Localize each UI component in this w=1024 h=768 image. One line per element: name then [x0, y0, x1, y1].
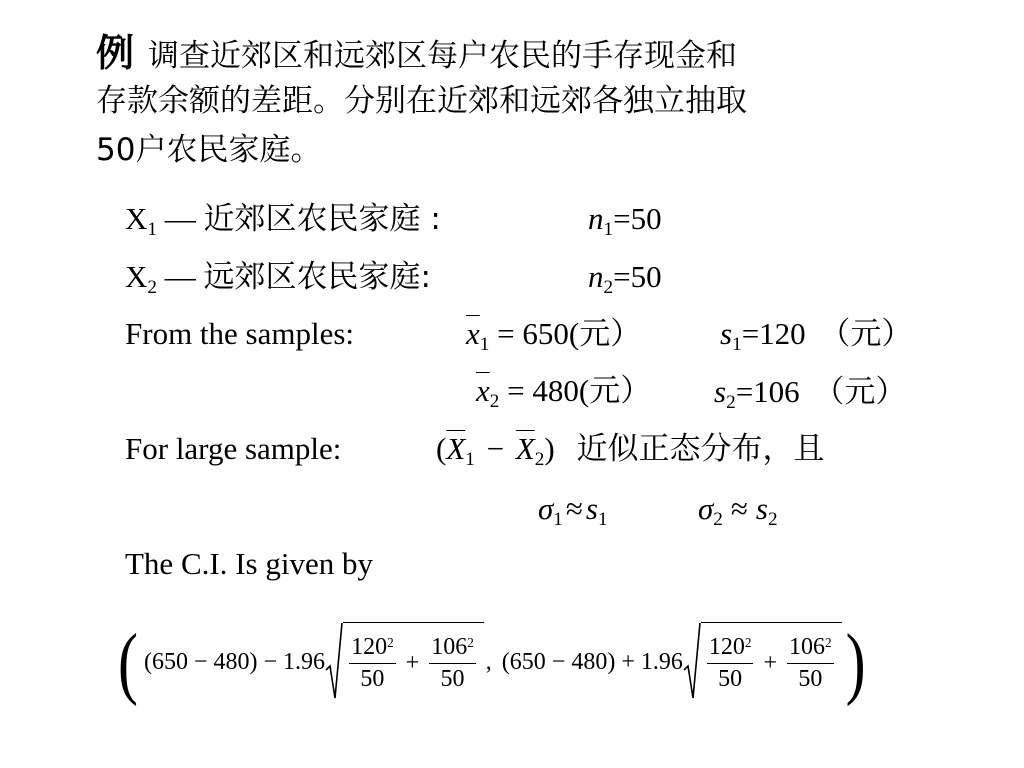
radical-sign-icon — [325, 622, 343, 702]
sample-sd-1: $s_1=120$ （元） — [720, 316, 913, 356]
plus-z-term: + 1.96 — [621, 648, 683, 675]
diff-term-1: (650 − 480) — [143, 648, 258, 675]
problem-statement — [96, 22, 737, 77]
statement-line-3: 50户农民家庭。 — [96, 132, 322, 168]
comma: , — [485, 648, 492, 675]
radical-sign-icon — [683, 622, 701, 702]
definition-x2-label: 远郊区农民家庭: — [203, 259, 431, 295]
sigma-approx-1: $\sigma_1\approx s_1$ — [538, 491, 608, 531]
example-marker: 例 — [96, 31, 135, 75]
confidence-interval-formula — [118, 617, 866, 707]
statement-line-1: 调查近郊区和远郊区每户农民的手存现金和 — [148, 38, 738, 74]
mean-difference-expr: $(\overline{X}_1 - \overline{X}_2)$ 近似正态分布，且 — [436, 431, 825, 471]
sqrt-term-1: $\frac{120^2}{50}$ + $\frac{106^2}{50}$ — [325, 622, 484, 702]
fraction-d: $\frac{106^2}{50}$ — [789, 634, 832, 692]
statement-line-2: 存款余额的差距。分别在近郊和远郊各独立抽取 — [96, 83, 747, 119]
ci-label: The C.I. Is given by — [125, 546, 373, 581]
dash: — — [164, 201, 196, 236]
sigma-approx-2: $\sigma_2 \approx s_2$ — [698, 491, 778, 531]
normal-dist-text: 近似正态分布，且 — [576, 431, 825, 467]
definition-x1-label: 近郊区农民家庭 : — [203, 201, 441, 237]
sample-size-n1: $n_1=50$ — [588, 201, 662, 241]
sample-size-n2: $n_2=50$ — [588, 259, 662, 299]
sample-mean-2: $\overline{x}_2 = 480$(元） — [476, 373, 652, 413]
diff-term-2: (650 − 480) — [501, 648, 616, 675]
definition-x2 — [125, 259, 431, 299]
fraction-a: $\frac{120^2}{50}$ — [351, 634, 394, 692]
sample-sd-2: $s_2=106$ （元） — [714, 374, 907, 414]
dash: — — [164, 259, 196, 294]
definition-x1 — [125, 201, 441, 241]
minus-z-term: − 1.96 — [263, 648, 326, 675]
right-big-paren: ) — [845, 617, 866, 707]
fraction-b: $\frac{106^2}{50}$ — [431, 634, 474, 692]
fraction-c: $\frac{120^2}{50}$ — [708, 634, 752, 692]
var-x1: $X_1$ — [125, 201, 157, 241]
sqrt-term-2: $\frac{120^2}{50}$ + $\frac{106^2}{50}$ — [683, 622, 842, 702]
left-big-paren: ( — [118, 617, 138, 707]
var-x2: $X_2$ — [125, 259, 157, 299]
sample-mean-1: $\overline{x}_1 = 650$(元） — [466, 316, 642, 356]
samples-label: From the samples: — [125, 316, 355, 351]
large-sample-label: For large sample: — [125, 431, 342, 466]
